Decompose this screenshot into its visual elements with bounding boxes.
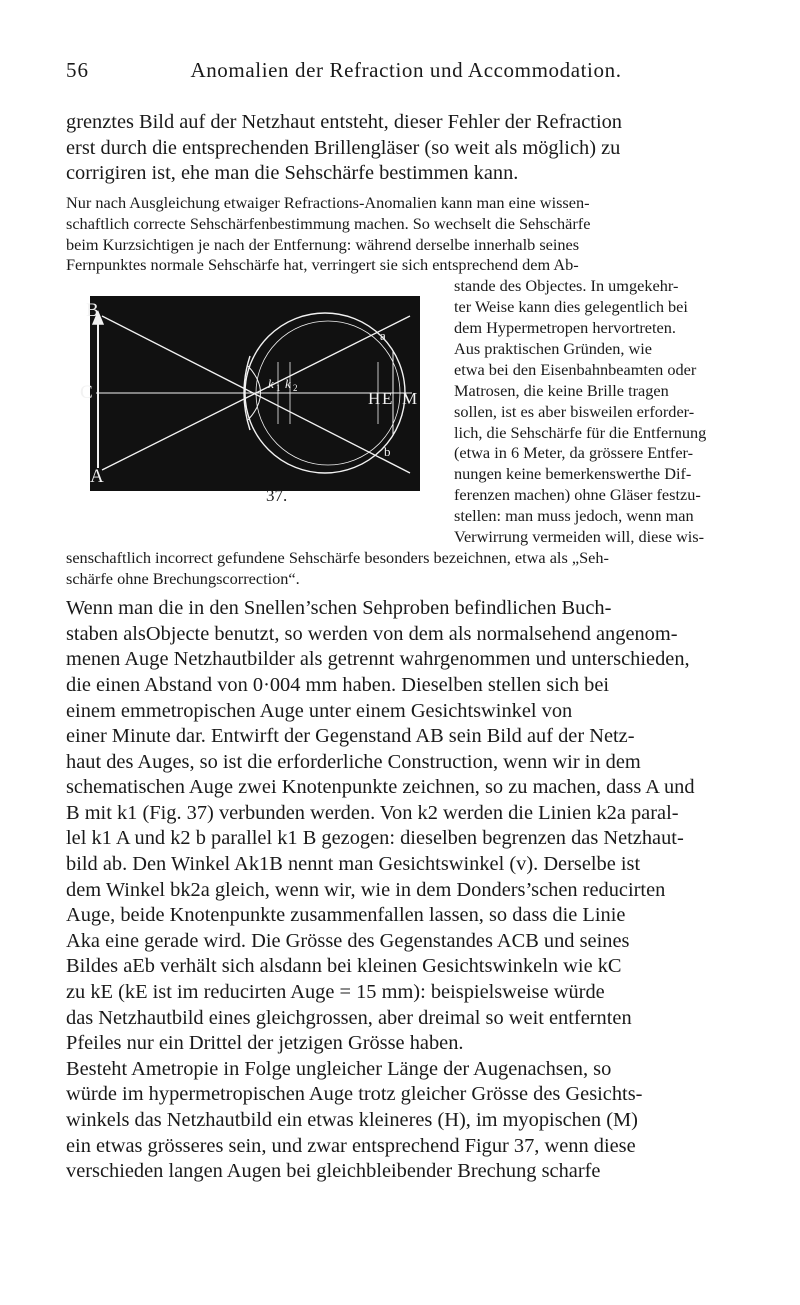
- text-line: Besteht Ametropie in Folge ungleicher Länge der Augenachsen, so: [66, 1057, 612, 1080]
- figure-block: [66, 276, 746, 548]
- note-line: ter Weise kann dies gelegentlich bei: [454, 297, 688, 317]
- svg-text:k: k: [285, 376, 291, 392]
- svg-text:H: H: [368, 389, 381, 409]
- text-line: ein etwas grösseres sein, und zwar entsprechend Figur 37, wenn diese: [66, 1134, 636, 1157]
- note-line: sollen, ist es aber bisweilen erforder-: [454, 401, 695, 421]
- text-line: Bildes aEb verhält sich alsdann bei kleinen Gesichtswinkeln wie kC: [66, 955, 622, 978]
- text-line: haut des Auges, so ist die erforderliche Construction, wenn wir in dem: [66, 750, 641, 773]
- text-line: das Netzhautbild eines gleichgrossen, aber dreimal so weit entfernten: [66, 1006, 632, 1029]
- svg-text:b: b: [384, 444, 391, 460]
- text-line: Aka eine gerade wird. Die Grösse des Gegenstandes ACB und seines: [66, 929, 630, 952]
- text-line: staben alsObjecte benutzt, so werden von dem als normalsehend angenom-: [66, 622, 678, 645]
- note-line: stellen: man muss jedoch, wenn man: [454, 506, 694, 526]
- text-line: zu kE (kE ist im reducirten Auge = 15 mm): beispielsweise würde: [66, 981, 605, 1004]
- svg-text:2: 2: [293, 383, 298, 394]
- text-line: lel k1 A und k2 b parallel k1 B gezogen: dieselben begrenzen das Netzhaut-: [66, 827, 684, 850]
- running-title: Anomalien der Refraction und Accommodation.: [190, 58, 622, 82]
- text-line: winkels das Netzhautbild ein etwas kleineres (H), im myopischen (M): [66, 1109, 638, 1131]
- figure-37: [80, 296, 420, 491]
- note-line: senschaftlich incorrect gefundene Sehschärfe besonders bezeichnen, etwa als „Seh-: [66, 548, 609, 568]
- text-line: die einen Abstand von 0·004 mm haben. Dieselben stellen sich bei: [66, 673, 610, 696]
- note-line: etwa bei den Eisenbahnbeamten oder: [454, 359, 697, 379]
- label-A: A: [90, 466, 104, 488]
- note-right-column: [454, 276, 746, 548]
- figure-caption: 37.: [266, 486, 288, 506]
- paragraph-snellen: [66, 596, 746, 1057]
- text-line: grenztes Bild auf der Netzhaut entsteht, dieser Fehler der Refraction: [66, 111, 622, 133]
- small-print-note: [66, 193, 746, 590]
- text-line: menen Auge Netzhautbilder als getrennt wahrgenommen und unterschieden,: [66, 648, 690, 671]
- note-line: Fernpunktes normale Sehschärfe hat, verringert sie sich entsprechend dem Ab-: [66, 255, 579, 275]
- note-line: nungen keine bemerkenswerthe Dif-: [454, 464, 692, 484]
- note-line: lich, die Sehschärfe für die Entfernung: [454, 422, 707, 442]
- text-line: dem Winkel bk2a gleich, wenn wir, wie in dem Donders’schen reducirten: [66, 878, 666, 901]
- eye-diagram: [80, 296, 420, 491]
- label-B: B: [86, 300, 99, 322]
- note-line: schaftlich correcte Sehschärfenbestimmung machen. So wechselt die Sehschärfe: [66, 213, 591, 233]
- text-line: würde im hypermetropischen Auge trotz gleicher Grösse des Gesichts-: [66, 1083, 643, 1106]
- text-line: B mit k1 (Fig. 37) verbunden werden. Von k2 werden die Linien k2a paral-: [66, 801, 679, 824]
- note-line: schärfe ohne Brechungscorrection“.: [66, 569, 300, 589]
- note-line: Aus praktischen Gründen, wie: [454, 339, 653, 359]
- note-line: stande des Objectes. In umgekehr-: [454, 276, 679, 296]
- svg-text:1: 1: [276, 383, 281, 394]
- page-header: [66, 58, 746, 88]
- page-body: [66, 110, 746, 1185]
- note-line: Matrosen, die keine Brille tragen: [454, 380, 669, 400]
- text-line: einem emmetropischen Auge unter einem Gesichtswinkel von: [66, 699, 573, 722]
- svg-text:k: k: [268, 376, 274, 392]
- text-line: corrigiren ist, ehe man die Sehschärfe bestimmen kann.: [66, 162, 519, 185]
- svg-text:a: a: [380, 328, 386, 344]
- text-line: Wenn man die in den Snellen’schen Sehproben befindlichen Buch-: [66, 597, 612, 620]
- label-C: C: [80, 382, 93, 404]
- note-line: dem Hypermetropen hervortreten.: [454, 318, 676, 338]
- text-line: einer Minute dar. Entwirft der Gegenstand AB sein Bild auf der Netz-: [66, 725, 635, 748]
- text-line: erst durch die entsprechenden Brillengläser (so weit als möglich) zu: [66, 136, 621, 159]
- page-number: 56: [66, 58, 89, 82]
- svg-text:M: M: [402, 389, 418, 409]
- paragraph-intro: [66, 110, 746, 187]
- note-line: (etwa in 6 Meter, da grössere Entfer-: [454, 443, 694, 463]
- note-line: ferenzen machen) ohne Gläser festzu-: [454, 485, 701, 505]
- note-line: Verwirrung vermeiden will, diese wis-: [454, 527, 705, 547]
- text-line: verschieden langen Augen bei gleichbleibender Brechung scharfe: [66, 1160, 601, 1183]
- text-line: Auge, beide Knotenpunkte zusammenfallen lassen, so dass die Linie: [66, 904, 626, 927]
- note-line: beim Kurzsichtigen je nach der Entfernung: während derselbe innerhalb seines: [66, 234, 580, 254]
- paragraph-ametropia: [66, 1057, 746, 1185]
- svg-text:E: E: [382, 389, 393, 409]
- note-line: Nur nach Ausgleichung etwaiger Refractions-Anomalien kann man eine wissen-: [66, 192, 590, 212]
- text-line: Pfeiles nur ein Drittel der jetzigen Grösse haben.: [66, 1032, 464, 1055]
- text-line: bild ab. Den Winkel Ak1B nennt man Gesichtswinkel (v). Derselbe ist: [66, 853, 641, 876]
- text-line: schematischen Auge zwei Knotenpunkte zeichnen, so zu machen, dass A und: [66, 776, 695, 799]
